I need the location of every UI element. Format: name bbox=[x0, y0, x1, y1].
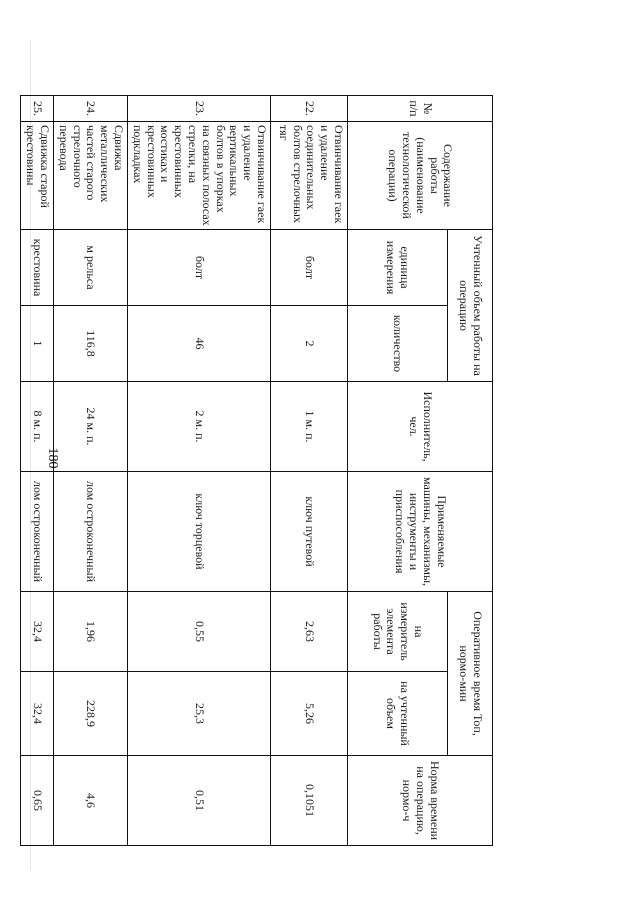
table-row bbox=[54, 96, 128, 846]
cell-unit: болт bbox=[271, 230, 348, 306]
cell-unit: м рельса bbox=[54, 230, 128, 306]
table-row bbox=[21, 96, 54, 846]
header-norm: Норма времени на операцию, нормо-ч bbox=[348, 756, 493, 846]
cell-per-unit: 0,55 bbox=[128, 592, 271, 672]
cell-per-unit: 1,96 bbox=[54, 592, 128, 672]
cell-content: Сдвижка старой крестовины bbox=[21, 122, 54, 230]
cell-num: 22. bbox=[271, 96, 348, 122]
cell-norm: 4,6 bbox=[54, 756, 128, 846]
cell-content: Отвинчивание гаек и удаление соединительных болтов стрелочных тяг bbox=[271, 122, 348, 230]
cell-num: 24. bbox=[54, 96, 128, 122]
header-unit: единица измерения bbox=[348, 230, 448, 306]
header-machines: Применяемые машины, механизмы, инструменты и приспособления bbox=[348, 472, 493, 592]
cell-executor: 24 м. п. bbox=[54, 382, 128, 472]
header-volume-group: Учтенный объем работы на операцию bbox=[448, 230, 493, 382]
cell-norm: 0,1051 bbox=[271, 756, 348, 846]
header-num: № п/п bbox=[348, 96, 493, 122]
cell-per-unit: 2,63 bbox=[271, 592, 348, 672]
header-executor: Исполнитель, чел. bbox=[348, 382, 493, 472]
cell-per-volume: 5,26 bbox=[271, 672, 348, 756]
cell-content: Сдвижка металлических частей старого стрелочного перевода bbox=[54, 122, 128, 230]
cell-machines: лом остроконечный bbox=[54, 472, 128, 592]
table-row bbox=[271, 96, 348, 846]
page-number: 180 bbox=[45, 447, 60, 469]
cell-per-volume: 228,9 bbox=[54, 672, 128, 756]
cell-per-volume: 25,3 bbox=[128, 672, 271, 756]
cell-content: Отвинчивание гаек и удаление вертикальных болтов в упорках на связных полосах стрелки, на крестовинных мостиках и крестовинных подкладках bbox=[128, 122, 271, 230]
cell-executor: 2 м. п. bbox=[128, 382, 271, 472]
cell-executor: 8 м. п. bbox=[21, 382, 54, 472]
header-quantity: количество bbox=[348, 306, 448, 382]
cell-norm: 0,65 bbox=[21, 756, 54, 846]
header-optime-group: Оперативное время Топ, нормо-мин bbox=[448, 592, 493, 756]
cell-quantity: 46 bbox=[128, 306, 271, 382]
header-row-1 bbox=[448, 96, 493, 846]
header-per-unit: на измеритель элемента работы bbox=[348, 592, 448, 672]
norms-table bbox=[20, 95, 493, 846]
cell-unit: болт bbox=[128, 230, 271, 306]
cell-machines: ключ торцевой bbox=[128, 472, 271, 592]
cell-machines: ключ путевой bbox=[271, 472, 348, 592]
header-content: Содержание работы (наименование технологической операции) bbox=[348, 122, 493, 230]
table-row bbox=[128, 96, 271, 846]
cell-unit: крестовина bbox=[21, 230, 54, 306]
cell-quantity: 1 bbox=[21, 306, 54, 382]
cell-per-volume: 32,4 bbox=[21, 672, 54, 756]
cell-quantity: 2 bbox=[271, 306, 348, 382]
header-per-volume: на учтенный объем bbox=[348, 672, 448, 756]
cell-norm: 0,51 bbox=[128, 756, 271, 846]
cell-executor: 1 м. п. bbox=[271, 382, 348, 472]
cell-num: 25. bbox=[21, 96, 54, 122]
cell-per-unit: 32,4 bbox=[21, 592, 54, 672]
cell-quantity: 116,8 bbox=[54, 306, 128, 382]
cell-machines: лом остроконечный bbox=[21, 472, 54, 592]
cell-num: 23. bbox=[128, 96, 271, 122]
